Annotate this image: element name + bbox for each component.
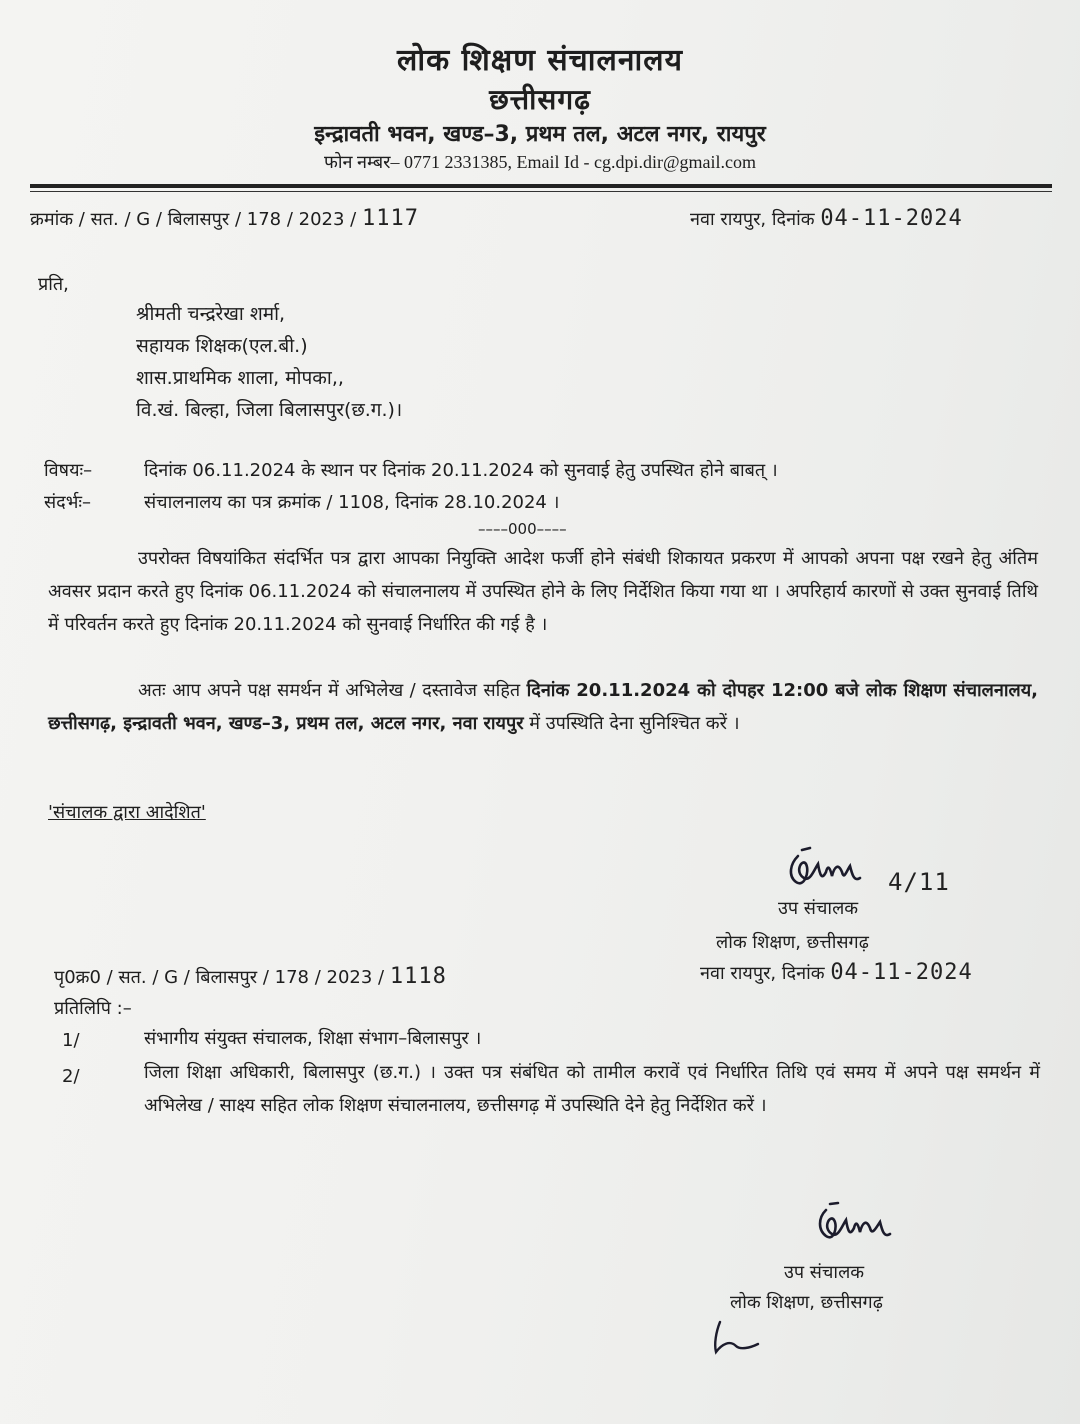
letter-date-label: नवा रायपुर, दिनांक [690,209,815,230]
copy-item-number: 1/ [62,1030,80,1051]
subject-text: दिनांक 06.11.2024 के स्थान पर दिनांक 20.11.2024 को सुनवाई हेतु उपस्थित होने बाबत् । [144,460,778,481]
signature-1-date: 4/11 [888,868,950,896]
initials-mark-icon [706,1318,766,1358]
letter-number [30,206,419,231]
copy-label: प्रतिलिपि :– [54,998,132,1019]
copy-date-label: नवा रायपुर, दिनांक [700,963,825,984]
copy-number-printed: पृ0क्र0 / सत. / G / बिलासपुर / 178 / 2023 / [54,967,385,988]
state-name: छत्तीसगढ़ [489,83,591,116]
letter-number-handwritten: 1117 [361,206,419,231]
recipient-line: शास.प्राथमिक शाला, मोपका,, [136,367,344,389]
letter-number-printed: क्रमांक / सत. / G / बिलासपुर / 178 / 2023 / [30,209,357,230]
order-note: 'संचालक द्वारा आदेशित' [48,802,206,823]
copy-item-text: जिला शिक्षा अधिकारी, बिलासपुर (छ.ग.) । उक्त पत्र संबंधित को तामील करावें एवं निर्धारित तिथि एवं समय में अपने पक्ष समर्थन में अभिलेख / साक्ष्य सहित लोक शिक्षण संचालनालय, छत्तीसगढ़ में उपस्थिति देने हेतु निर्देशित करें । [144,1062,1040,1116]
prati-label: प्रति, [38,274,69,295]
office-address: इन्द्रावती भवन, खण्ड–3, प्रथम तल, अटल नगर, रायपुर [314,122,766,147]
body-paragraph-2-end: में उपस्थिति देना सुनिश्चित करें । [523,713,740,734]
recipient-line: सहायक शिक्षक(एल.बी.) [136,335,308,357]
copy-item-number: 2/ [62,1066,80,1087]
office-title: लोक शिक्षण संचालनालय [396,43,683,78]
signature-2-designation: उप संचालक [784,1262,865,1283]
reference-text: संचालनालय का पत्र क्रमांक / 1108, दिनांक 28.10.2024 । [144,492,560,513]
recipient-line: श्रीमती चन्द्ररेखा शर्मा, [136,303,286,325]
signature-1-designation: उप संचालक [778,898,859,919]
copy-number [54,964,447,989]
recipient-line: वि.खं. बिल्हा, जिला बिलासपुर(छ.ग.)। [136,399,403,421]
copy-date [700,960,973,985]
signature-2-office: लोक शिक्षण, छत्तीसगढ़ [730,1292,883,1313]
letter-date [690,206,963,231]
body-paragraph-2-start: अतः आप अपने पक्ष समर्थन में अभिलेख / दस्तावेज सहित [138,680,527,701]
office-contact: फोन नम्बर– 0771 2331385, Email Id - cg.dpi.dir@gmail.com [323,152,757,172]
copy-date-handwritten: 04-11-2024 [830,960,973,985]
hearing-details: दिनांक 20.11.2024 को दोपहर 12:00 बजे लोक शिक्षण संचालनालय, छत्तीसगढ़, इन्द्रावती भवन, खण्ड–3, प्रथम तल, अटल नगर, नवा रायपुर [48,680,1038,734]
copy-number-handwritten: 1118 [389,964,447,989]
body-paragraph-1 [48,542,1038,641]
reference-label: संदर्भः– [44,492,92,513]
header-rule-thin [30,191,1052,192]
section-divider: ––––000–––– [478,520,567,538]
copy-item-text: संभागीय संयुक्त संचालक, शिक्षा संभाग–बिलासपुर । [144,1028,482,1049]
body-paragraph-2 [48,674,1038,740]
signature-1-office: लोक शिक्षण, छत्तीसगढ़ [716,932,869,953]
signature-2-icon [810,1200,920,1262]
header-rule-thick [30,184,1052,188]
subject-label: विषयः– [44,460,93,481]
letter-date-handwritten: 04-11-2024 [820,206,963,231]
body-paragraph-1-text: उपरोक्त विषयांकित संदर्भित पत्र द्वारा आपका नियुक्ति आदेश फर्जी होने संबंधी शिकायत प्रकरण में आपको अपना पक्ष रखने हेतु अंतिम अवसर प्रदान करते हुए दिनांक 06.11.2024 को संचालनालय में उपस्थित होने के लिए निर्देशित किया गया था । अपरिहार्य कारणों से उक्त सुनवाई तिथि में परिवर्तन करते हुए दिनांक 20.11.2024 को सुनवाई निर्धारित की गई है । [48,548,1038,635]
